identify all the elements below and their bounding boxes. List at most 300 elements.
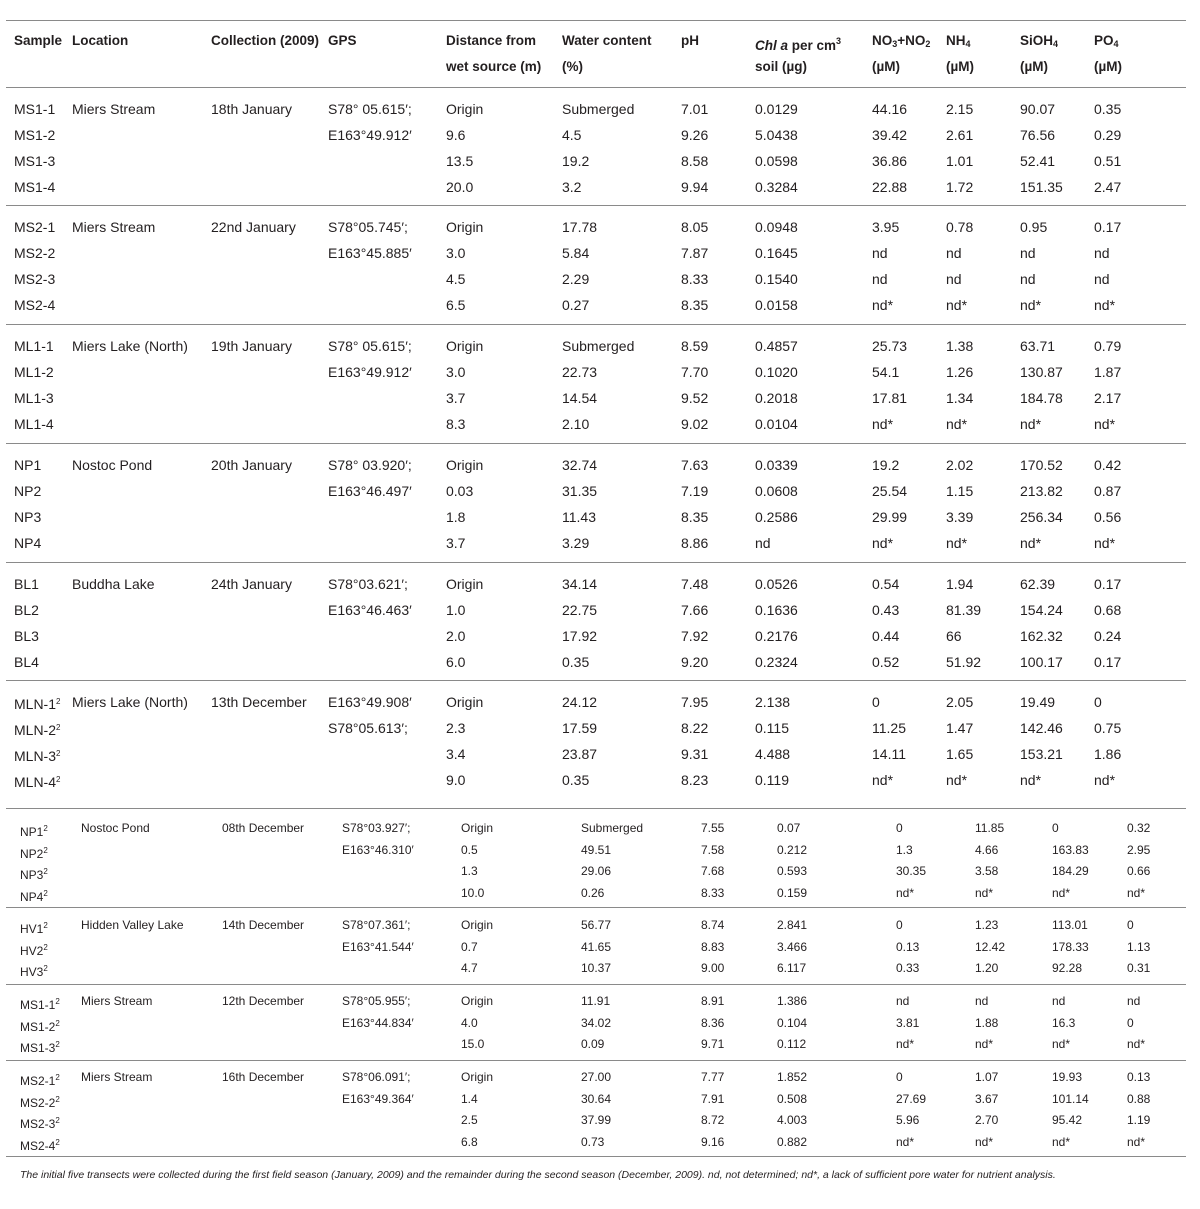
cell-water <box>581 1067 611 1089</box>
cell-distance <box>446 452 483 478</box>
cell-sioh4-text: 162.32 <box>1020 628 1063 644</box>
cell-nh4-text: 1.07 <box>975 1070 999 1084</box>
cell-sioh4 <box>1020 148 1055 174</box>
cell-sample <box>14 411 54 437</box>
cell-location <box>72 96 155 122</box>
cell-chl-text: 0.159 <box>777 885 808 900</box>
cell-nh4-text: 66 <box>946 628 962 644</box>
cell-sample-text: MS1-3 <box>14 153 56 169</box>
cell-sioh4-text: 178.33 <box>1052 939 1089 954</box>
cell-sample <box>14 623 39 649</box>
cell-distance-text: 4.5 <box>446 271 466 287</box>
cell-gps <box>342 937 414 959</box>
cell-nh4-text: nd* <box>946 535 968 551</box>
cell-chl-text: 0.1540 <box>755 271 798 287</box>
cell-no3-text: 17.81 <box>872 390 908 406</box>
cell-no3-text: 0 <box>896 918 903 932</box>
cell-no3 <box>872 96 907 122</box>
cell-sioh4-text: 0 <box>1052 821 1059 835</box>
cell-gps <box>328 333 412 359</box>
cell-distance <box>446 571 483 597</box>
cell-po4-text: 0.17 <box>1094 219 1122 235</box>
cell-chl <box>755 741 790 767</box>
header-ph: pH <box>681 33 699 48</box>
cell-ph-text: 7.01 <box>681 101 709 117</box>
cell-chl-text: nd <box>755 535 771 551</box>
cell-sioh4-text: nd <box>1052 994 1066 1008</box>
cell-no3-text: 29.99 <box>872 509 908 525</box>
cell-chl <box>755 715 789 741</box>
cell-no3 <box>872 174 907 200</box>
cell-po4-text: 0.68 <box>1094 602 1122 618</box>
cell-ph <box>681 122 708 148</box>
cell-sample <box>20 883 48 909</box>
cell-chl-text: 5.0438 <box>755 127 798 143</box>
cell-ph-text: 7.95 <box>681 694 709 710</box>
cell-distance <box>446 385 465 411</box>
sample-footnote-marker: 2 <box>55 1073 60 1082</box>
header-sioh4-line2: (µM) <box>1020 59 1049 74</box>
header-distance-line1: Distance from <box>446 33 537 48</box>
cell-sioh4 <box>1020 122 1055 148</box>
cell-sample-text: ML1-2 <box>14 364 54 380</box>
cell-chl <box>755 148 798 174</box>
cell-nh4-text: 1.94 <box>946 576 974 592</box>
cell-nh4 <box>975 1067 998 1089</box>
cell-no3 <box>896 937 919 959</box>
cell-distance-text: Origin <box>446 219 484 235</box>
cell-nh4-text: nd* <box>975 1134 994 1149</box>
cell-gps <box>328 597 412 623</box>
cell-nh4 <box>946 240 962 266</box>
header-gps: GPS <box>328 33 357 48</box>
cell-gps <box>342 1013 414 1035</box>
cell-distance <box>461 1013 478 1035</box>
cell-chl-text: 6.117 <box>777 961 807 976</box>
cell-water <box>562 174 581 200</box>
cell-distance-text: Origin <box>461 994 494 1008</box>
cell-po4 <box>1094 597 1121 623</box>
cell-no3 <box>872 741 906 767</box>
table-row <box>6 715 1186 741</box>
cell-no3 <box>872 266 888 292</box>
cell-sioh4 <box>1020 385 1063 411</box>
cell-sample <box>20 958 48 984</box>
cell-nh4-text: nd* <box>946 772 968 788</box>
cell-water-text: 23.87 <box>562 746 598 762</box>
cell-distance-text: 0.5 <box>461 842 478 857</box>
cell-sioh4 <box>1052 883 1070 905</box>
header-water-line2: (%) <box>562 59 583 74</box>
cell-gps-text: E163°44.834′ <box>342 1015 414 1030</box>
cell-gps <box>342 991 410 1013</box>
cell-sioh4 <box>1020 452 1063 478</box>
cell-distance-text: 3.4 <box>446 746 466 762</box>
cell-ph <box>681 715 708 741</box>
cell-po4-text: 0 <box>1127 918 1134 932</box>
cell-ph <box>701 840 724 862</box>
cell-sample <box>14 571 39 597</box>
cell-distance <box>461 818 493 840</box>
cell-collection-text: 13th December <box>211 694 307 710</box>
cell-water-text: 22.75 <box>562 602 598 618</box>
cell-distance-text: 10.0 <box>461 885 485 900</box>
cell-distance <box>446 530 465 556</box>
cell-water <box>562 741 597 767</box>
cell-po4 <box>1094 214 1121 240</box>
cell-sioh4 <box>1052 915 1088 937</box>
table-row <box>6 883 1186 905</box>
cell-sample <box>14 240 55 266</box>
cell-distance <box>461 991 493 1013</box>
cell-chl-text: 0.2018 <box>755 390 798 406</box>
cell-water-text: 0.35 <box>562 654 590 670</box>
cell-sioh4 <box>1020 530 1041 556</box>
cell-sample-text: MS2-2 <box>14 245 56 261</box>
cell-sample-text: NP3 <box>14 509 42 525</box>
cell-no3-text: 36.86 <box>872 153 908 169</box>
cell-no3 <box>896 1132 914 1154</box>
cell-sample <box>14 214 55 240</box>
cell-no3 <box>872 411 893 437</box>
sample-footnote-marker: 2 <box>43 921 48 930</box>
cell-ph <box>681 292 708 318</box>
cell-ph <box>681 240 708 266</box>
cell-no3 <box>872 122 907 148</box>
cell-water <box>562 715 597 741</box>
cell-distance-text: Origin <box>461 1070 494 1084</box>
cell-no3 <box>896 1110 919 1132</box>
cell-distance <box>461 1110 478 1132</box>
cell-sample <box>14 174 55 200</box>
cell-chl <box>755 122 798 148</box>
cell-sample-text: MS1-4 <box>14 179 56 195</box>
table-row <box>6 861 1186 883</box>
cell-water <box>562 266 589 292</box>
header-nh4-sub: 4 <box>965 39 971 49</box>
cell-nh4 <box>946 174 973 200</box>
cell-water <box>562 292 589 318</box>
cell-sample-text: NP2 <box>20 846 44 861</box>
cell-ph-text: 9.00 <box>701 961 725 976</box>
sample-footnote-marker: 2 <box>43 824 48 833</box>
cell-po4 <box>1094 411 1115 437</box>
cell-chl <box>777 1013 807 1035</box>
cell-water-text: 3.29 <box>562 535 590 551</box>
cell-po4 <box>1094 689 1102 715</box>
cell-distance-text: 0.03 <box>446 483 474 499</box>
cell-sioh4-text: 184.78 <box>1020 390 1063 406</box>
cell-nh4 <box>946 623 962 649</box>
cell-nh4 <box>975 883 993 905</box>
cell-no3 <box>896 958 919 980</box>
cell-distance <box>461 1132 478 1154</box>
cell-ph-text: 8.36 <box>701 1015 725 1030</box>
cell-distance-text: Origin <box>446 338 484 354</box>
cell-ph <box>701 991 724 1013</box>
cell-water-text: 17.59 <box>562 720 598 736</box>
cell-ph <box>681 649 708 675</box>
cell-no3-text: nd* <box>896 1037 915 1052</box>
cell-chl <box>755 530 771 556</box>
table-row <box>6 174 1186 200</box>
cell-po4 <box>1127 840 1150 862</box>
cell-water-text: 17.92 <box>562 628 598 644</box>
cell-ph-text: 8.35 <box>681 297 709 313</box>
table-row <box>6 991 1186 1013</box>
cell-sioh4 <box>1020 411 1041 437</box>
cell-nh4 <box>975 1132 993 1154</box>
cell-distance-text: 4.0 <box>461 1015 478 1030</box>
cell-chl-text: 0.112 <box>777 1037 807 1052</box>
cell-ph-text: 7.87 <box>681 245 709 261</box>
cell-ph-text: 7.58 <box>701 842 725 857</box>
cell-location-text: Miers Stream <box>72 219 156 235</box>
cell-nh4 <box>975 1013 998 1035</box>
cell-sioh4 <box>1020 649 1063 675</box>
cell-po4-text: nd <box>1094 271 1110 287</box>
cell-no3 <box>872 214 899 240</box>
cell-sample <box>14 452 41 478</box>
cell-po4-text: nd* <box>1094 416 1116 432</box>
cell-sample <box>14 148 55 174</box>
cell-sioh4-text: 213.82 <box>1020 483 1063 499</box>
cell-ph-text: 7.91 <box>701 1091 725 1106</box>
cell-ph-text: 8.23 <box>681 772 709 788</box>
cell-sioh4 <box>1020 715 1063 741</box>
cell-gps <box>328 478 412 504</box>
cell-distance <box>446 411 465 437</box>
cell-no3-text: nd* <box>896 1134 915 1149</box>
cell-no3-text: 1.3 <box>896 842 913 857</box>
cell-distance <box>446 214 483 240</box>
cell-chl <box>755 174 798 200</box>
cell-chl <box>777 1132 807 1154</box>
cell-location <box>72 571 155 597</box>
cell-no3-text: nd <box>896 994 910 1008</box>
cell-sioh4 <box>1052 937 1089 959</box>
cell-water <box>581 861 611 883</box>
cell-water-text: Submerged <box>562 101 635 117</box>
cell-sioh4 <box>1052 861 1089 883</box>
cell-water-text: 34.14 <box>562 576 598 592</box>
cell-gps-text: E163°41.544′ <box>342 939 414 954</box>
cell-po4 <box>1127 915 1134 937</box>
cell-chl-text: 1.852 <box>777 1070 808 1084</box>
cell-chl-text: 0.0339 <box>755 457 798 473</box>
cell-water <box>562 359 597 385</box>
cell-nh4 <box>946 292 967 318</box>
cell-chl-text: 0.07 <box>777 821 801 835</box>
cell-chl-text: 0.1020 <box>755 364 798 380</box>
cell-sioh4 <box>1020 333 1055 359</box>
header-chl-sup: 3 <box>836 36 842 46</box>
cell-po4 <box>1094 122 1121 148</box>
cell-water <box>562 148 589 174</box>
cell-po4-text: 0.13 <box>1127 1070 1151 1084</box>
cell-ph-text: 8.05 <box>681 219 709 235</box>
cell-po4-text: nd* <box>1127 1134 1146 1149</box>
cell-water <box>581 883 604 905</box>
sample-footnote-marker: 2 <box>56 775 61 784</box>
table-row <box>6 333 1186 359</box>
cell-sample-text: MS1-2 <box>14 127 56 143</box>
cell-sample-text: MS2-3 <box>14 271 56 287</box>
cell-no3-text: 0.13 <box>896 939 920 954</box>
cell-ph <box>681 385 708 411</box>
cell-no3 <box>872 767 893 793</box>
cell-chl <box>777 818 800 840</box>
cell-nh4-text: 2.61 <box>946 127 974 143</box>
cell-sample <box>14 333 54 359</box>
cell-po4-text: 0.87 <box>1094 483 1122 499</box>
cell-ph-text: 9.16 <box>701 1134 725 1149</box>
cell-ph <box>701 1089 724 1111</box>
cell-water <box>562 240 589 266</box>
cell-no3 <box>872 689 880 715</box>
cell-distance-text: 1.3 <box>461 864 478 879</box>
header-no3-a-sub: 3 <box>892 39 898 49</box>
cell-distance <box>461 840 478 862</box>
cell-chl <box>755 649 798 675</box>
cell-po4 <box>1094 174 1121 200</box>
cell-chl-text: 0.2586 <box>755 509 798 525</box>
cell-sioh4 <box>1020 504 1063 530</box>
cell-ph-text: 8.35 <box>681 509 709 525</box>
cell-ph <box>681 623 708 649</box>
cell-no3 <box>896 840 913 862</box>
cell-ph-text: 7.92 <box>681 628 709 644</box>
cell-gps-text: S78°05.955′; <box>342 994 411 1008</box>
cell-po4 <box>1094 623 1121 649</box>
cell-no3-text: 25.73 <box>872 338 908 354</box>
cell-no3 <box>896 1089 926 1111</box>
cell-chl <box>777 883 807 905</box>
cell-chl-text: 0.3284 <box>755 179 798 195</box>
cell-nh4-text: 2.02 <box>946 457 974 473</box>
cell-nh4-text: 2.05 <box>946 694 974 710</box>
cell-sioh4 <box>1020 214 1047 240</box>
cell-no3 <box>872 623 899 649</box>
cell-distance-text: Origin <box>446 694 484 710</box>
cell-location <box>72 689 188 715</box>
header-nh4-line2: (µM) <box>946 59 975 74</box>
cell-no3-text: 14.11 <box>872 746 906 762</box>
cell-chl-text: 0.0158 <box>755 297 798 313</box>
cell-collection-text: 20th January <box>211 457 292 473</box>
cell-distance-text: 3.7 <box>446 390 466 406</box>
cell-distance <box>446 741 465 767</box>
cell-sample <box>14 292 55 318</box>
cell-po4 <box>1094 96 1121 122</box>
cell-po4 <box>1127 1089 1150 1111</box>
table-row <box>6 240 1186 266</box>
cell-sample <box>14 122 55 148</box>
cell-collection-text: 22nd January <box>211 219 296 235</box>
cell-water <box>581 915 611 937</box>
table-row-group <box>6 88 1186 206</box>
cell-distance-text: Origin <box>446 576 484 592</box>
sample-footnote-marker: 2 <box>55 997 60 1006</box>
cell-collection <box>211 96 292 122</box>
cell-po4-text: 1.13 <box>1127 939 1151 954</box>
cell-location-text: Miers Stream <box>81 1070 153 1084</box>
cell-gps <box>328 96 412 122</box>
header-nh4-line1 <box>946 28 971 57</box>
cell-sample <box>14 689 60 717</box>
table-row-group <box>6 681 1186 809</box>
cell-po4-text: 0.56 <box>1094 509 1122 525</box>
cell-nh4 <box>946 411 967 437</box>
cell-water <box>562 333 634 359</box>
cell-water-text: 41.65 <box>581 939 612 954</box>
cell-sample-text: NP1 <box>14 457 42 473</box>
cell-no3-text: nd <box>872 271 888 287</box>
cell-distance-text: Origin <box>461 918 494 932</box>
table-row <box>6 411 1186 437</box>
cell-nh4 <box>975 958 998 980</box>
cell-distance <box>446 148 473 174</box>
cell-ph <box>701 915 724 937</box>
table-row <box>6 1034 1186 1056</box>
table-row <box>6 1132 1186 1154</box>
cell-ph-text: 7.66 <box>681 602 709 618</box>
cell-ph <box>681 174 708 200</box>
table-row-group <box>6 985 1186 1061</box>
cell-distance-text: 9.6 <box>446 127 466 143</box>
header-po4: PO <box>1094 33 1114 48</box>
cell-sioh4 <box>1020 266 1036 292</box>
cell-distance <box>446 359 465 385</box>
cell-sioh4-text: nd <box>1020 245 1036 261</box>
cell-ph <box>681 530 708 556</box>
cell-nh4-text: 11.85 <box>975 821 1005 835</box>
cell-ph-text: 8.86 <box>681 535 709 551</box>
cell-gps <box>328 359 412 385</box>
cell-gps <box>328 689 412 715</box>
cell-sioh4 <box>1052 1034 1070 1056</box>
cell-no3-text: 0.33 <box>896 961 920 976</box>
cell-gps <box>328 214 408 240</box>
cell-distance <box>461 861 478 883</box>
cell-water-text: 31.35 <box>562 483 598 499</box>
cell-chl <box>755 411 798 437</box>
cell-sample <box>14 741 60 769</box>
cell-no3-text: 11.25 <box>872 720 906 736</box>
cell-no3-text: nd* <box>872 297 894 313</box>
cell-chl-text: 0.0948 <box>755 219 798 235</box>
cell-no3-text: 0.44 <box>872 628 900 644</box>
sample-footnote-marker: 2 <box>55 1018 60 1028</box>
table-row-group <box>6 206 1186 325</box>
cell-distance-text: 6.0 <box>446 654 466 670</box>
header-location: Location <box>72 33 129 48</box>
cell-sioh4-text: nd* <box>1020 297 1042 313</box>
cell-water <box>562 452 597 478</box>
cell-po4 <box>1094 504 1121 530</box>
header-sioh4: SiOH <box>1020 33 1054 48</box>
cell-distance-text: Origin <box>461 821 494 835</box>
cell-nh4 <box>946 715 973 741</box>
cell-po4 <box>1094 240 1110 266</box>
cell-nh4-text: 1.47 <box>946 720 974 736</box>
cell-distance-text: 9.0 <box>446 772 466 788</box>
cell-ph-text: 7.63 <box>681 457 709 473</box>
cell-location-text: Buddha Lake <box>72 576 155 592</box>
cell-location <box>72 452 152 478</box>
cell-no3 <box>872 571 899 597</box>
table-row <box>6 452 1186 478</box>
